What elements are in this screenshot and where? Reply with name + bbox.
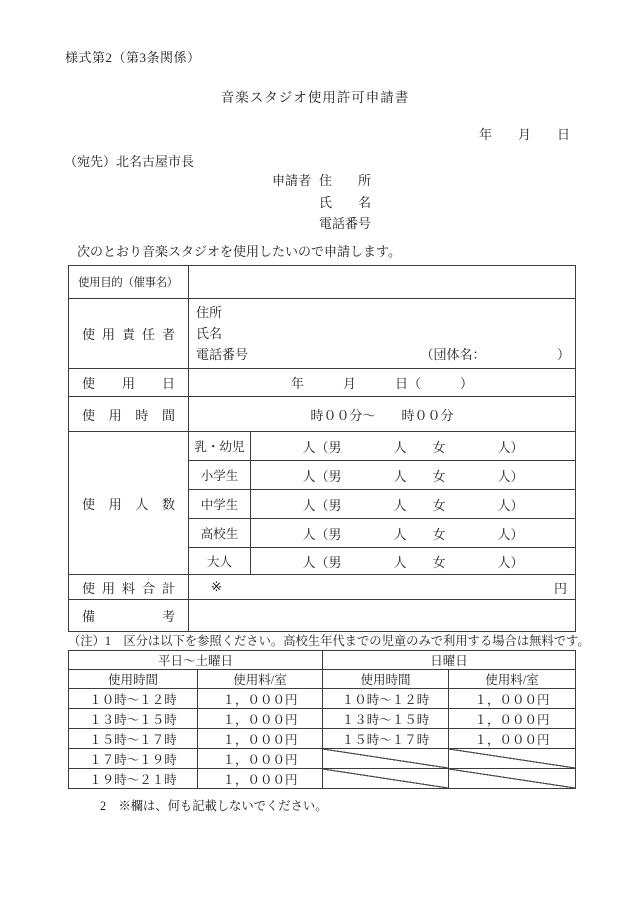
people-category-label: 高校生 bbox=[189, 519, 251, 548]
table-row bbox=[69, 432, 576, 461]
table-row bbox=[69, 299, 576, 369]
slash-cell bbox=[323, 769, 449, 789]
weekday-fee-cell: １，０００円 bbox=[198, 729, 323, 749]
group-name-label: （団体名： ） bbox=[420, 347, 570, 362]
manager-phone-label: 電話番号 bbox=[196, 347, 249, 362]
people-category-label: 中学生 bbox=[189, 490, 251, 519]
table-row bbox=[69, 369, 576, 397]
slash-cell bbox=[323, 749, 449, 769]
applicant-name-label: 氏 名 bbox=[319, 194, 372, 210]
weekday-time-cell: １７時～１９時 bbox=[69, 749, 198, 769]
table-row bbox=[69, 575, 576, 600]
people-category-label: 大人 bbox=[189, 548, 251, 575]
intro-sentence: 次のとおり音楽スタジオを使用したいので申請します。 bbox=[77, 244, 401, 259]
note-2: 2 ※欄は、何も記載しないでください。 bbox=[100, 799, 328, 813]
diagonal-line bbox=[323, 769, 448, 788]
manager-address-label: 住所 bbox=[196, 305, 223, 320]
yen-unit-label: 円 bbox=[553, 580, 567, 596]
sunday-time-cell: １０時～１２時 bbox=[323, 689, 449, 709]
people-count-input-cell: 人（男 人 女 人） bbox=[251, 432, 576, 461]
people-count-input-cell: 人（男 人 女 人） bbox=[251, 490, 576, 519]
time-column-header: 使用時間 bbox=[69, 670, 198, 689]
weekday-header: 平日～土曜日 bbox=[69, 651, 323, 670]
weekday-time-cell: １３時～１５時 bbox=[69, 709, 198, 729]
people-count-input-cell: 人（男 人 女 人） bbox=[251, 519, 576, 548]
people-category-label: 乳・幼児 bbox=[189, 432, 251, 461]
total-fee-inner bbox=[189, 578, 575, 597]
applicant-phone-label: 電話番号 bbox=[319, 216, 372, 231]
people-count-input-cell: 人（男 人 女 人） bbox=[251, 461, 576, 490]
table-row bbox=[69, 397, 576, 432]
page-title: 音楽スタジオ使用許可申請書 bbox=[220, 90, 410, 105]
applicant-field-labels bbox=[319, 170, 371, 235]
fee-column-header: 使用料/室 bbox=[449, 670, 576, 689]
recipient-line: （宛先）北名古屋市長 bbox=[64, 154, 195, 169]
diagonal-line bbox=[449, 749, 575, 768]
sunday-fee-cell: １，０００円 bbox=[449, 689, 576, 709]
applicant-block bbox=[272, 170, 371, 235]
people-category-label: 小学生 bbox=[189, 461, 251, 490]
weekday-time-cell: １５時～１７時 bbox=[69, 729, 198, 749]
applicant-label: 申請者 bbox=[272, 173, 312, 188]
sunday-time-cell: １３時～１５時 bbox=[323, 709, 449, 729]
purpose-input-cell bbox=[189, 266, 576, 299]
diagonal-line bbox=[323, 749, 448, 768]
table-row bbox=[69, 266, 576, 299]
slash-cell bbox=[449, 749, 576, 769]
sunday-fee-cell: １，０００円 bbox=[449, 709, 576, 729]
weekday-fee-cell: １，０００円 bbox=[198, 769, 323, 789]
weekday-time-cell: １９時～２１時 bbox=[69, 769, 198, 789]
total-fee-label: 使用料合計 bbox=[69, 575, 189, 600]
note-1: （注）1 区分は以下を参照ください。高校生年代までの児童のみで利用する場合は無料です。 bbox=[68, 634, 590, 648]
weekday-fee-cell: １，０００円 bbox=[198, 709, 323, 729]
people-count-input-cell: 人（男 人 女 人） bbox=[251, 548, 576, 575]
sunday-time-cell: １５時～１７時 bbox=[323, 729, 449, 749]
table-row bbox=[69, 769, 576, 789]
manager-input-cell bbox=[189, 299, 576, 369]
table-row bbox=[69, 709, 576, 729]
table-row bbox=[69, 600, 576, 632]
use-date-input-cell: 年 月 日（ ） bbox=[189, 369, 576, 397]
table-row bbox=[69, 729, 576, 749]
slash-cell bbox=[449, 769, 576, 789]
table-row bbox=[69, 749, 576, 769]
applicant-address-label: 住 所 bbox=[319, 173, 372, 188]
form-number: 様式第2（第3条関係） bbox=[65, 50, 201, 65]
table-row bbox=[69, 651, 576, 670]
remarks-input-cell bbox=[189, 600, 576, 632]
application-table bbox=[68, 265, 576, 632]
manager-name-label: 氏名 bbox=[196, 326, 223, 341]
manager-phone-row bbox=[196, 344, 575, 365]
fee-column-header: 使用料/室 bbox=[198, 670, 323, 689]
diagonal-line bbox=[449, 769, 575, 788]
purpose-label: 使用目的（催事名） bbox=[69, 266, 189, 299]
people-count-label: 使用人数 bbox=[69, 432, 189, 575]
table-row bbox=[69, 689, 576, 709]
office-use-mark: ※ bbox=[211, 579, 222, 594]
manager-label: 使用責任者 bbox=[69, 299, 189, 369]
use-time-input-cell: 時００分～ 時００分 bbox=[189, 397, 576, 432]
sunday-header: 日曜日 bbox=[323, 651, 576, 670]
weekday-fee-cell: １，０００円 bbox=[198, 749, 323, 769]
use-time-label: 使用時間 bbox=[69, 397, 189, 432]
weekday-fee-cell: １，０００円 bbox=[198, 689, 323, 709]
table-row bbox=[69, 670, 576, 689]
time-column-header: 使用時間 bbox=[323, 670, 449, 689]
use-date-label: 使用日 bbox=[69, 369, 189, 397]
sunday-fee-cell: １，０００円 bbox=[449, 729, 576, 749]
fee-schedule-table bbox=[68, 650, 576, 789]
date-line: 年 月 日 bbox=[478, 127, 570, 142]
remarks-label: 備考 bbox=[69, 600, 189, 632]
total-fee-input-cell bbox=[189, 575, 576, 600]
weekday-time-cell: １０時～１２時 bbox=[69, 689, 198, 709]
